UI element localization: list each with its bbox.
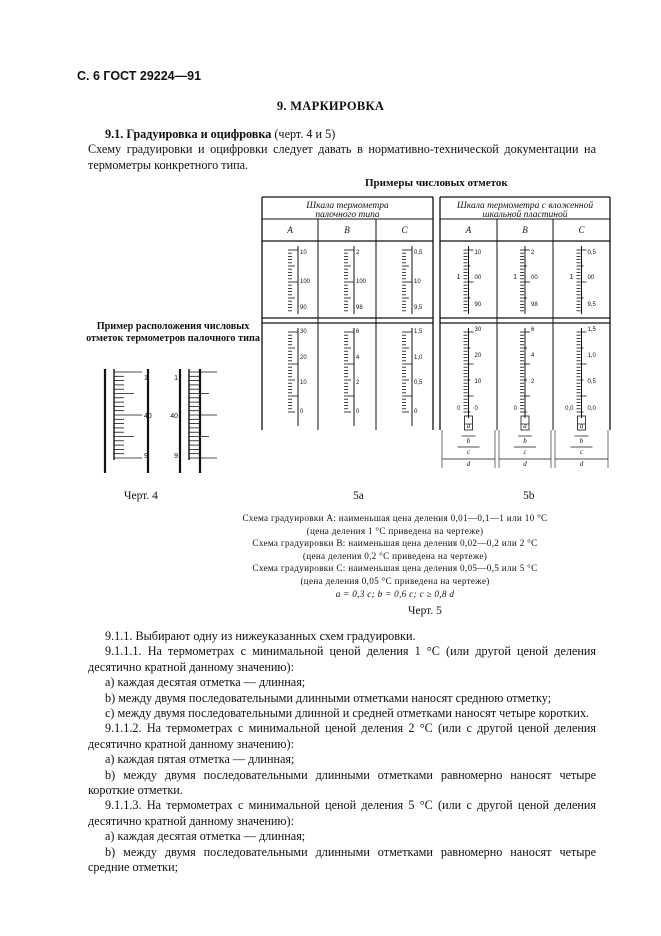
scale-label: 30	[474, 327, 482, 333]
dimension-label: a	[579, 422, 584, 430]
note-line: Схема градуировки C: наименьшая цена деления 0,05—0,5 или 5 °С	[252, 563, 538, 574]
dimension-label: c	[579, 448, 584, 456]
scale-label: 90	[474, 302, 482, 308]
scale-label: 20	[300, 355, 307, 361]
body-paragraph: b) между двумя последовательными длинными отметками равномерно наносят четыре средние отметки;	[88, 844, 596, 875]
dimension-label: c	[466, 448, 471, 456]
scale-label: 00	[531, 275, 538, 281]
column-header: C	[578, 225, 585, 235]
scale-label: 0,5	[587, 250, 596, 256]
scale-label: 0,5	[587, 379, 596, 385]
intro-heading-ref: (черт. 4 и 5)	[274, 127, 336, 141]
panel-title: Шкала термометра	[306, 201, 389, 211]
scale-label: 0	[474, 406, 478, 412]
body-paragraph: а) каждая десятая отметка — длинная;	[105, 829, 306, 844]
chert5-label: Черт. 5	[408, 605, 442, 617]
intro-heading: 9.1. Градуировка и оцифровка	[105, 127, 272, 141]
scale-label: 2	[356, 380, 360, 386]
chert4-label: Черт. 4	[124, 490, 158, 502]
scale-label: 0,0	[587, 406, 596, 412]
scale-label: 20	[474, 353, 482, 359]
scale-label: 0	[513, 406, 517, 412]
body-paragraph: 9.1.1. Выбирают одну из нижеуказанных схем градуировки.	[105, 629, 416, 643]
dimension-label: a	[466, 422, 471, 430]
scale-label: 9,5	[414, 305, 423, 311]
note-line: (цена деления 1 °С приведена на чертеже)	[306, 525, 484, 536]
scale-label: 9	[144, 453, 148, 460]
scale-label: 1	[174, 375, 178, 382]
note-line: Схема градуировки B: наименьшая цена деления 0,02—0,2 или 2 °С	[252, 538, 538, 549]
column-header: A	[287, 225, 293, 235]
figure-title: Примеры числовых отметок	[365, 177, 508, 189]
scale-label: 90	[300, 305, 307, 311]
scale-label: 2	[531, 250, 535, 256]
scale-label: 2	[356, 250, 360, 256]
scale-label: 1	[513, 274, 517, 281]
scale-label: 100	[356, 279, 367, 285]
scale-label: 0	[356, 409, 360, 415]
body-paragraph: 9.1.1.1. На термометрах с минимальной ценой деления 1 °С (или другой ценой деления десятично кратной данному значению):	[88, 644, 596, 674]
scale-label: 0,5	[414, 250, 423, 256]
scale-label: 10	[474, 250, 482, 256]
scale-label: 1,5	[414, 329, 423, 335]
note-line: (цена деления 0,05 °С приведена на чертеже)	[300, 575, 490, 586]
figure-notes	[190, 512, 600, 600]
scale-label: 1	[144, 375, 148, 382]
scale-label: 10	[414, 279, 421, 285]
panel-title: шкальной пластиной	[482, 210, 568, 220]
scale-label: 4	[356, 355, 360, 361]
scale-label: 6	[356, 329, 360, 335]
scale-label: 1	[456, 274, 461, 281]
fig5a-label: 5a	[353, 490, 364, 502]
body-paragraph: b) между двумя последовательными длинными отметками наносят среднюю отметку;	[105, 690, 552, 705]
scale-label: 0	[414, 409, 418, 415]
scale-label: 9	[174, 453, 178, 460]
scale-label: 1,0	[414, 355, 423, 361]
dimension-label: d	[579, 460, 584, 468]
scale-label: 30	[300, 329, 307, 335]
left-figure-caption: Пример расположения числовых отметок термометров палочного типа	[86, 321, 260, 345]
body-paragraph: с) между двумя последовательными длинной и средней отметками наносят четыре коротких.	[105, 706, 590, 721]
scale-label: 00	[474, 275, 482, 281]
body-paragraph: 9.1.1.2. На термометрах с минимальной ценой деления 2 °С (или с другой ценой деления десятично кратной данному значению):	[88, 721, 596, 751]
scale-label: 40	[170, 413, 178, 420]
intro-text: Схему градуировки и оцифровки следует давать в нормативно-технической документации на термометры конкретного типа.	[88, 142, 596, 172]
note-line: (цена деления 0,2 °С приведена на чертеже)	[302, 550, 488, 561]
scale-label: 6	[531, 327, 535, 333]
dimension-label: b	[523, 437, 527, 445]
scale-label: 9,5	[587, 302, 596, 308]
scale-label: 0	[300, 409, 304, 415]
scale-label: 2	[531, 379, 535, 385]
section-title: 9. МАРКИРОВКА	[276, 99, 385, 113]
column-header: B	[522, 225, 528, 235]
body-text	[88, 629, 596, 876]
column-header: A	[465, 225, 472, 235]
body-paragraph: а) каждая пятая отметка — длинная;	[105, 752, 295, 767]
scale-label: 1,5	[587, 327, 596, 333]
body-paragraph: а) каждая десятая отметка — длинная;	[105, 675, 306, 690]
fig5b-label: 5b	[523, 490, 535, 502]
scale-label: 10	[300, 250, 307, 256]
note-line: a = 0,3 c; b = 0,6 c; c ≥ 0,8 d	[335, 588, 455, 599]
page-header: С. 6 ГОСТ 29224—91	[77, 69, 202, 83]
body-paragraph: b) между двумя последовательными длинными отметками равномерно наносят четыре короткие отметки.	[88, 767, 596, 798]
scale-label: 100	[300, 279, 311, 285]
dimension-label: d	[523, 460, 527, 468]
scale-label: 1,0	[587, 353, 596, 359]
scale-label: 00	[587, 275, 595, 281]
dimension-label: b	[579, 437, 584, 445]
dimension-label: a	[523, 422, 527, 430]
body-paragraph: 9.1.1.3. На термометрах с минимальной ценой деления 5 °С (или с другой ценой деления десятично кратной данному значению):	[88, 798, 596, 828]
panel-5b-drawing	[440, 197, 610, 468]
dimension-label: b	[466, 437, 471, 445]
column-header: B	[344, 225, 350, 235]
scale-label: 0,5	[414, 380, 423, 386]
column-header: C	[401, 225, 408, 235]
panel-5a-drawing	[262, 197, 433, 430]
scale-label: 1	[569, 274, 574, 281]
dimension-label: c	[523, 448, 527, 456]
scale-label: 98	[356, 305, 363, 311]
scale-label: 40	[144, 413, 152, 420]
scale-label: 4	[531, 353, 535, 359]
panel-title: Шкала термометра с вложенной	[456, 201, 594, 211]
scale-label: 10	[474, 379, 482, 385]
scale-label: 10	[300, 380, 307, 386]
note-line: Схема градуировки A: наименьшая цена деления 0,01—0,1—1 или 10 °С	[242, 513, 548, 523]
scale-label: 98	[531, 302, 538, 308]
scale-label: 0,0	[565, 406, 574, 412]
dimension-label: d	[466, 460, 471, 468]
left-scale-drawing	[105, 369, 217, 473]
scale-label: 0	[457, 406, 461, 412]
panel-title: палочного типа	[315, 210, 380, 220]
